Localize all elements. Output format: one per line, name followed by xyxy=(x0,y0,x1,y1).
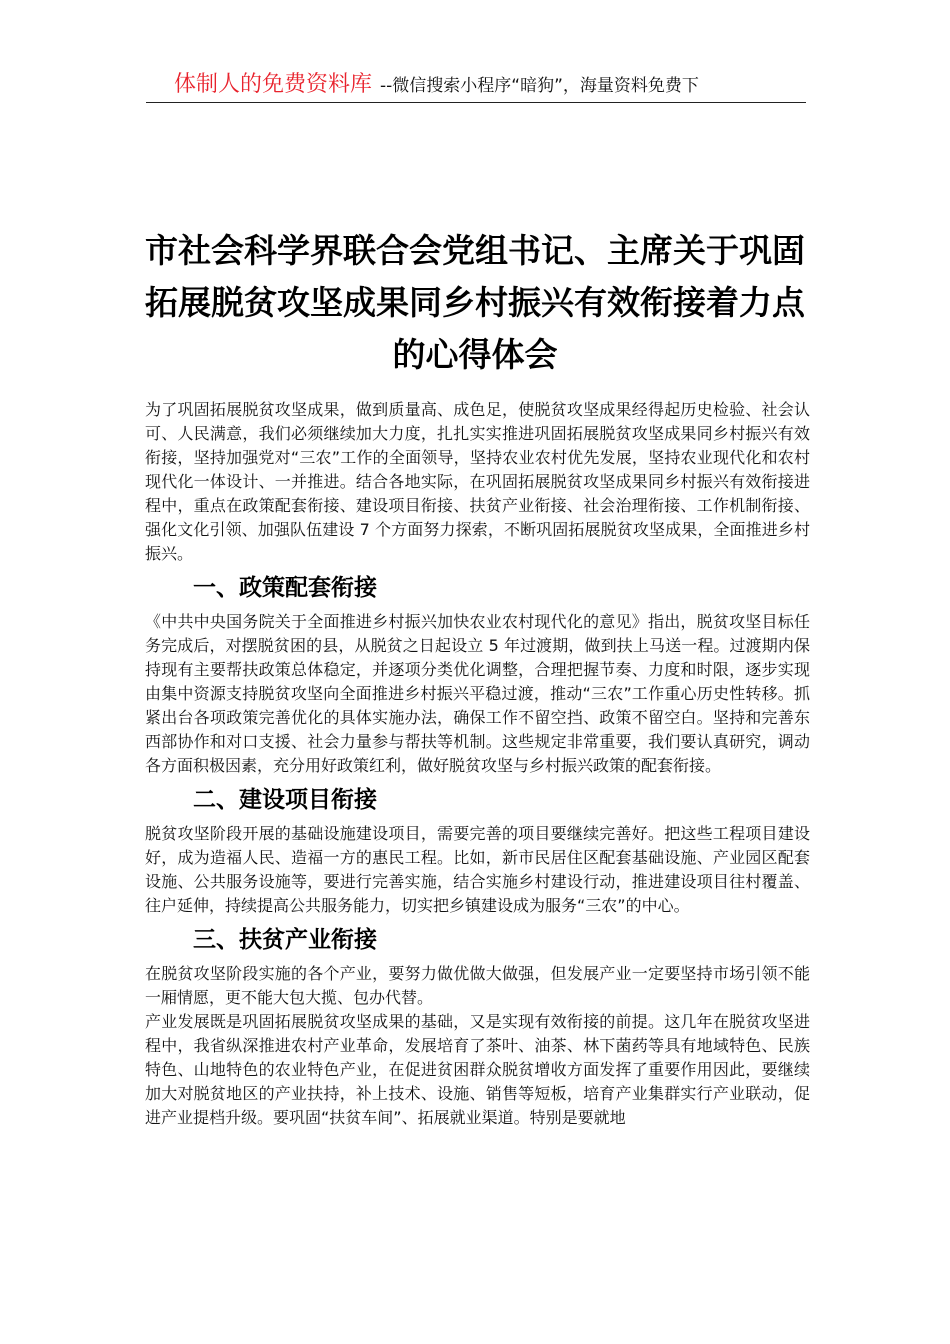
document-title: 市社会科学界联合会党组书记、主席关于巩固拓展脱贫攻坚成果同乡村振兴有效衔接着力点的心得体会 xyxy=(145,231,805,374)
document-body xyxy=(145,398,810,1130)
section-policy-paragraph: 《中共中央国务院关于全面推进乡村振兴加快农业农村现代化的意见》指出，脱贫攻坚目标任务完成后，对摆脱贫困的县，从脱贫之日起设立 5 年过渡期，做到扶上马送一程。过渡期内保持现有主要帮扶政策总体稳定，并逐项分类优化调整，合理把握节奏、力度和时限，逐步实现由集中资源支持脱贫攻坚向全面推进乡村振兴平稳过渡，推动“三农”工作重心历史性转移。抓紧出台各项政策完善优化的具体实施办法，确保工作不留空挡、政策不留空白。坚持和完善东西部协作和对口支援、社会力量参与帮扶等机制。这些规定非常重要，我们要认真研究，调动各方面积极因素，充分用好政策红利，做好脱贫攻坚与乡村振兴政策的配套衔接。 xyxy=(145,612,810,775)
section-heading-policy: 一、政策配套衔接 xyxy=(193,575,377,601)
section-projects-paragraph: 脱贫攻坚阶段开展的基础设施建设项目，需要完善的项目要继续完善好。把这些工程项目建设好，成为造福人民、造福一方的惠民工程。比如，新市民居住区配套基础设施、产业园区配套设施、公共服务设施等，要进行完善实施，结合实施乡村建设行动，推进建设项目往村覆盖、往户延伸，持续提高公共服务能力，切实把乡镇建设成为服务“三农”的中心。 xyxy=(145,824,810,915)
section-heading-projects: 二、建设项目衔接 xyxy=(193,787,377,813)
section-heading-industry: 三、扶贫产业衔接 xyxy=(193,927,377,953)
intro-paragraph: 为了巩固拓展脱贫攻坚成果，做到质量高、成色足，使脱贫攻坚成果经得起历史检验、社会认可、人民满意，我们必须继续加大力度，扎扎实实推进巩固拓展脱贫攻坚成果同乡村振兴有效衔接，坚持加强党对“三农”工作的全面领导，坚持农业农村优先发展，坚持农业现代化和农村现代化一体设计、一并推进。结合各地实际，在巩固拓展脱贫攻坚成果同乡村振兴有效衔接进程中，重点在政策配套衔接、建设项目衔接、扶贫产业衔接、社会治理衔接、工作机制衔接、强化文化引领、加强队伍建设 7 个方面努力探索，不断巩固拓展脱贫攻坚成果，全面推进乡村振兴。 xyxy=(145,400,810,563)
section-industry-paragraph-2: 产业发展既是巩固拓展脱贫攻坚成果的基础，又是实现有效衔接的前提。这几年在脱贫攻坚进程中，我省纵深推进农村产业革命，发展培育了茶叶、油茶、林下菌药等具有地域特色、民族特色、山地特色的农业特色产业，在促进贫困群众脱贫增收方面发挥了重要作用因此，要继续加大对脱贫地区的产业扶持，补上技术、设施、销售等短板，培育产业集群实行产业联动，促进产业提档升级。要巩固“扶贫车间”、拓展就业渠道。特别是要就地 xyxy=(145,1012,810,1127)
header-brand: 体制人的免费资料库 xyxy=(174,72,373,97)
header-note: --微信搜索小程序“暗狗”，海量资料免费下 xyxy=(380,76,699,96)
section-industry-paragraph-1: 在脱贫攻坚阶段实施的各个产业，要努力做优做大做强，但发展产业一定要坚持市场引领不能一厢情愿，更不能大包大揽、包办代替。 xyxy=(145,964,810,1007)
page-header xyxy=(146,70,806,103)
